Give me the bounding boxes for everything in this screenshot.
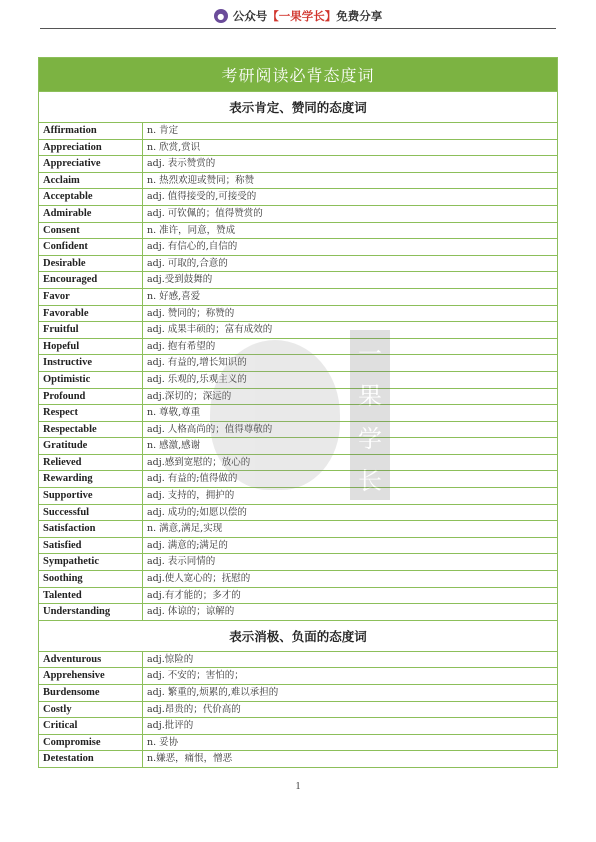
word-cell: Consent xyxy=(39,223,143,239)
table-row xyxy=(39,188,557,205)
table-row xyxy=(39,421,557,438)
table-row xyxy=(39,587,557,604)
meaning-cell: adj. 成果丰硕的；富有成效的 xyxy=(147,324,273,336)
word-cell: Supportive xyxy=(39,488,143,504)
watermark-char: 一 xyxy=(358,339,382,368)
meaning-cell: n. 好感,喜爱 xyxy=(147,290,201,302)
word-cell: Adventurous xyxy=(39,652,143,668)
table-row xyxy=(39,404,557,421)
word-cell: Respectable xyxy=(39,422,143,438)
header-prefix: 公众号 xyxy=(232,9,268,23)
word-cell: Relieved xyxy=(39,455,143,471)
table-body xyxy=(39,91,557,767)
table-row xyxy=(39,470,557,487)
word-cell: Successful xyxy=(39,505,143,521)
table-row xyxy=(39,437,557,454)
table-row xyxy=(39,288,557,305)
table-row xyxy=(39,388,557,405)
table-row xyxy=(39,570,557,587)
meaning-cell: adj. 表示同情的 xyxy=(147,556,216,568)
table-row xyxy=(39,454,557,471)
word-cell: Profound xyxy=(39,389,143,405)
word-cell: Acceptable xyxy=(39,189,143,205)
table-row xyxy=(39,717,557,734)
word-cell: Instructive xyxy=(39,355,143,371)
table-row xyxy=(39,537,557,554)
header-suffix: 免费分享 xyxy=(336,9,383,23)
meaning-cell: adj.昂贵的；代价高的 xyxy=(147,703,241,715)
word-cell: Compromise xyxy=(39,735,143,751)
table-row xyxy=(39,487,557,504)
page-number: 1 xyxy=(295,781,301,792)
meaning-cell: n. 满意,满足,实现 xyxy=(147,523,223,535)
table-row xyxy=(39,734,557,751)
word-cell: Desirable xyxy=(39,256,143,272)
vocabulary-table xyxy=(38,57,558,768)
table-row xyxy=(39,667,557,684)
table-row xyxy=(39,122,557,139)
watermark-char: 学 xyxy=(358,424,382,453)
meaning-cell: adj.批评的 xyxy=(147,720,194,732)
meaning-cell: n. 肯定 xyxy=(147,125,179,136)
word-cell: Apprehensive xyxy=(39,668,143,684)
word-cell: Optimistic xyxy=(39,372,143,388)
meaning-cell: n. 欣赏,赏识 xyxy=(147,141,201,153)
table-title: 考研阅读必背态度词 xyxy=(39,58,557,91)
word-cell: Talented xyxy=(39,588,143,604)
table-row xyxy=(39,139,557,156)
meaning-cell: adj. 有益的;值得做的 xyxy=(147,473,238,485)
meaning-cell: adj. 有益的,增长知识的 xyxy=(147,357,247,369)
word-cell: Understanding xyxy=(39,604,143,620)
word-cell: Gratitude xyxy=(39,438,143,454)
word-cell: Rewarding xyxy=(39,471,143,487)
table-row xyxy=(39,504,557,521)
meaning-cell: adj. 满意的;满足的 xyxy=(147,539,228,551)
word-cell: Confident xyxy=(39,239,143,255)
meaning-cell: adj. 体谅的；谅解的 xyxy=(147,606,235,618)
table-row xyxy=(39,172,557,189)
word-cell: Acclaim xyxy=(39,173,143,189)
table-row xyxy=(39,651,557,668)
section-heading: 表示消极、负面的态度词 xyxy=(39,620,557,651)
meaning-cell: adj. 支持的，拥护的 xyxy=(147,490,235,502)
meaning-cell: adj. 乐观的,乐观主义的 xyxy=(147,373,247,385)
meaning-cell: adj. 有信心的,自信的 xyxy=(147,241,238,253)
table-row xyxy=(39,255,557,272)
meaning-cell: n. 准许，同意，赞成 xyxy=(147,224,236,236)
table-row xyxy=(39,338,557,355)
table-row xyxy=(39,238,557,255)
word-cell: Sympathetic xyxy=(39,554,143,570)
word-cell: Appreciation xyxy=(39,140,143,156)
table-row xyxy=(39,750,557,767)
word-cell: Fruitful xyxy=(39,322,143,338)
meaning-cell: adj. 抱有希望的 xyxy=(147,340,216,352)
section-heading: 表示肯定、赞同的态度词 xyxy=(39,91,557,122)
word-cell: Favorable xyxy=(39,306,143,322)
table-row xyxy=(39,684,557,701)
meaning-cell: n. 感激,感谢 xyxy=(147,440,201,452)
meaning-cell: adj.感到宽慰的；放心的 xyxy=(147,456,251,468)
meaning-cell: adj.深切的；深远的 xyxy=(147,390,232,402)
meaning-cell: adj. 繁重的,烦累的,难以承担的 xyxy=(147,687,279,698)
watermark-char: 长 xyxy=(358,467,382,496)
table-row xyxy=(39,321,557,338)
meaning-cell: adj.受到鼓舞的 xyxy=(147,274,213,286)
word-cell: Admirable xyxy=(39,206,143,222)
meaning-cell: adj. 值得接受的,可接受的 xyxy=(147,191,257,203)
word-cell: Costly xyxy=(39,702,143,718)
word-cell: Satisfaction xyxy=(39,521,143,537)
word-cell: Appreciative xyxy=(39,156,143,172)
table-row xyxy=(39,354,557,371)
table-row xyxy=(39,371,557,388)
meaning-cell: adj. 可取的,合意的 xyxy=(147,257,228,269)
meaning-cell: n. 尊敬,尊重 xyxy=(147,407,201,419)
header-brand: 【一果学长】 xyxy=(267,9,337,23)
word-cell: Detestation xyxy=(39,751,143,767)
meaning-cell: adj. 人格高尚的；值得尊敬的 xyxy=(147,423,273,435)
meaning-cell: adj. 可钦佩的；值得赞赏的 xyxy=(147,207,263,219)
meaning-cell: adj.惊险的 xyxy=(147,653,194,665)
meaning-cell: adj. 表示赞赏的 xyxy=(147,158,216,170)
meaning-cell: adj.使人宽心的；抚慰的 xyxy=(147,573,251,585)
table-row xyxy=(39,155,557,172)
table-row xyxy=(39,553,557,570)
meaning-cell: adj. 成功的;如愿以偿的 xyxy=(147,506,247,518)
meaning-cell: adj.有才能的；多才的 xyxy=(147,589,241,601)
word-cell: Encouraged xyxy=(39,272,143,288)
meaning-cell: n. 热烈欢迎或赞同；称赞 xyxy=(147,174,255,186)
table-row xyxy=(39,222,557,239)
fruit-logo-icon: ● xyxy=(214,9,228,23)
word-cell: Hopeful xyxy=(39,339,143,355)
table-row xyxy=(39,603,557,620)
word-cell: Affirmation xyxy=(39,123,143,139)
meaning-cell: adj. 不安的；害怕的； xyxy=(147,670,244,682)
table-row xyxy=(39,271,557,288)
page-header xyxy=(0,6,596,26)
meaning-cell: n.嫌恶，痛恨，憎恶 xyxy=(147,753,233,765)
table-row xyxy=(39,520,557,537)
header-divider xyxy=(40,28,556,29)
meaning-cell: n. 妥协 xyxy=(147,736,179,748)
word-cell: Satisfied xyxy=(39,538,143,554)
word-cell: Favor xyxy=(39,289,143,305)
watermark-char: 果 xyxy=(358,382,382,411)
table-row xyxy=(39,305,557,322)
word-cell: Burdensome xyxy=(39,685,143,701)
table-row xyxy=(39,205,557,222)
table-row xyxy=(39,701,557,718)
word-cell: Soothing xyxy=(39,571,143,587)
meaning-cell: adj. 赞同的；称赞的 xyxy=(147,307,235,319)
word-cell: Critical xyxy=(39,718,143,734)
word-cell: Respect xyxy=(39,405,143,421)
